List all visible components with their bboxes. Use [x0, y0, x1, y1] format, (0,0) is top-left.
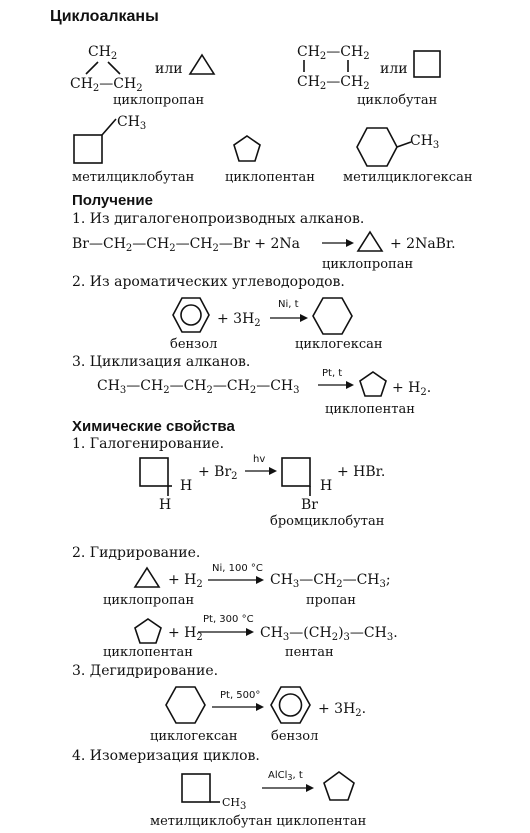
cyclobutane-label: циклобутан — [357, 93, 438, 108]
properties-heading: Химические свойства — [72, 418, 235, 435]
prop-3-arrow — [212, 700, 268, 714]
prep-3-product-label: циклопентан — [325, 402, 415, 417]
prop-4-methyl: CH3 — [222, 796, 247, 812]
prep-2-plus-h2: + $3H_2$ — [217, 311, 261, 329]
prop-1-arrow — [245, 464, 279, 478]
prop-2a-cyclopropane-icon — [133, 566, 163, 590]
cyclopentane-label: циклопентан — [225, 170, 315, 185]
benzene-icon — [172, 296, 212, 338]
benzene-label: бензол — [170, 337, 218, 352]
prop-2b-reactant-label: циклопентан — [103, 645, 193, 660]
prop-1-title: 1. Галогенирование. — [72, 436, 225, 452]
prop-2b-cyclopentane-icon — [133, 617, 167, 647]
prop-3-condition: Pt, 500° — [220, 690, 261, 701]
prop-1-h-right: H — [180, 478, 193, 494]
prop-1-plus-br2: + $Br_2$ — [198, 464, 238, 482]
prop-3-benzene-icon — [270, 685, 314, 727]
prop-1-condition: hv — [253, 454, 266, 465]
cyclopropane-triangle-icon — [188, 53, 218, 77]
prep-3-arrow — [318, 378, 358, 392]
prep-method-1-title: 1. Из дигалогенопроизводных алканов. — [72, 211, 365, 227]
prep-3-product: + $H_2$. — [392, 380, 432, 398]
prop-1-product-h: H — [320, 478, 333, 494]
prep-method-2-title: 2. Из ароматических углеводородов. — [72, 274, 345, 290]
cyclobutane-ch2-bottom: $CH_2—CH_2$ — [297, 74, 370, 92]
cyclohexane-icon — [312, 296, 356, 338]
prop-3-product-label: бензол — [271, 729, 319, 744]
prep-method-1-reactants: $Br—CH_2—CH_2—CH_2—Br + 2Na$ — [72, 236, 300, 254]
prop-2a-condition: Ni, 100 °C — [212, 563, 263, 574]
prop-4-cyclopentane-icon — [322, 770, 360, 804]
prop-2a-reactant-label: циклопропан — [103, 593, 195, 608]
prop-2b-pentane: $CH_3—(CH_2)_3—CH_3$. — [260, 625, 398, 643]
prop-2b-condition: Pt, 300 °C — [203, 614, 254, 625]
prop-2a-arrow — [208, 573, 268, 587]
prop-3-title: 3. Дегидрирование. — [72, 663, 219, 679]
prop-2a-plus-h2: + $H_2$ — [168, 572, 203, 590]
prep-method-3-title: 3. Циклизация алканов. — [72, 354, 251, 370]
cyclobutane-square-icon — [413, 50, 443, 80]
cyclobutane-ch2-top: $CH_2—CH_2$ — [297, 44, 370, 62]
bromocyclobutane-label: бромциклобутан — [270, 514, 385, 529]
cyclopropane-label: циклопропан — [113, 93, 205, 108]
prep-2-condition: Ni, t — [278, 299, 299, 310]
prop-2a-product-label: пропан — [306, 593, 356, 608]
prop-1-br: Br — [301, 497, 318, 513]
prop-1-h-bottom: H — [159, 497, 172, 513]
prop-3-reactant-label: циклогексан — [150, 729, 238, 744]
prop-2b-product-label: пентан — [285, 645, 334, 660]
cyclopropane-ch2-top: $CH_2$ — [88, 44, 118, 62]
prep-1-product: + 2NaBr. — [390, 236, 456, 252]
prop-1-hbr: + HBr. — [337, 464, 386, 480]
methyl-group-label: $CH_3$ — [117, 114, 147, 132]
prop-2-title: 2. Гидрирование. — [72, 545, 201, 561]
prop-3-cyclohexane-icon — [165, 685, 209, 727]
prop-4-title: 4. Изомеризация циклов. — [72, 748, 260, 764]
methylcyclohexane-label: метилциклогексан — [343, 170, 473, 185]
or-text-2: или — [380, 61, 408, 77]
prop-4-condition: AlCl$_3$, t — [268, 770, 303, 782]
prep-1-product-label: циклопропан — [322, 257, 414, 272]
prep-1-cyclopropane-icon — [356, 230, 386, 254]
cyclohexane-label: циклогексан — [295, 337, 383, 352]
methylcyclohexane-methyl-label: $CH_3$ — [410, 133, 440, 151]
prep-1-arrow — [322, 236, 356, 250]
methylcyclobutane-label: метилциклобутан — [72, 170, 195, 185]
cyclopropane-ch2-bottom: $CH_2—CH_2$ — [70, 76, 143, 94]
preparation-heading: Получение — [72, 192, 153, 209]
prop-4-labels: метилциклобутан циклопентан — [150, 814, 367, 829]
cyclopentane-pentagon-icon — [232, 134, 266, 166]
prop-2b-plus-h2: + $H_2$ — [168, 625, 203, 643]
prep-2-arrow — [270, 311, 310, 325]
or-text-1: или — [155, 61, 183, 77]
page-title: Циклоалканы — [50, 8, 159, 25]
prep-3-cyclopentane-icon — [358, 370, 392, 400]
prop-3-plus-h2: + $3H_2$. — [318, 701, 367, 719]
prep-3-condition: Pt, t — [322, 368, 343, 379]
prop-4-arrow — [262, 781, 318, 795]
prop-2a-propane: $CH_3—CH_2—CH_3$; — [270, 572, 391, 590]
prop-2b-arrow — [198, 625, 258, 639]
prep-3-pentane: $CH_3—CH_2—CH_2—CH_2—CH_3$ — [97, 378, 300, 396]
